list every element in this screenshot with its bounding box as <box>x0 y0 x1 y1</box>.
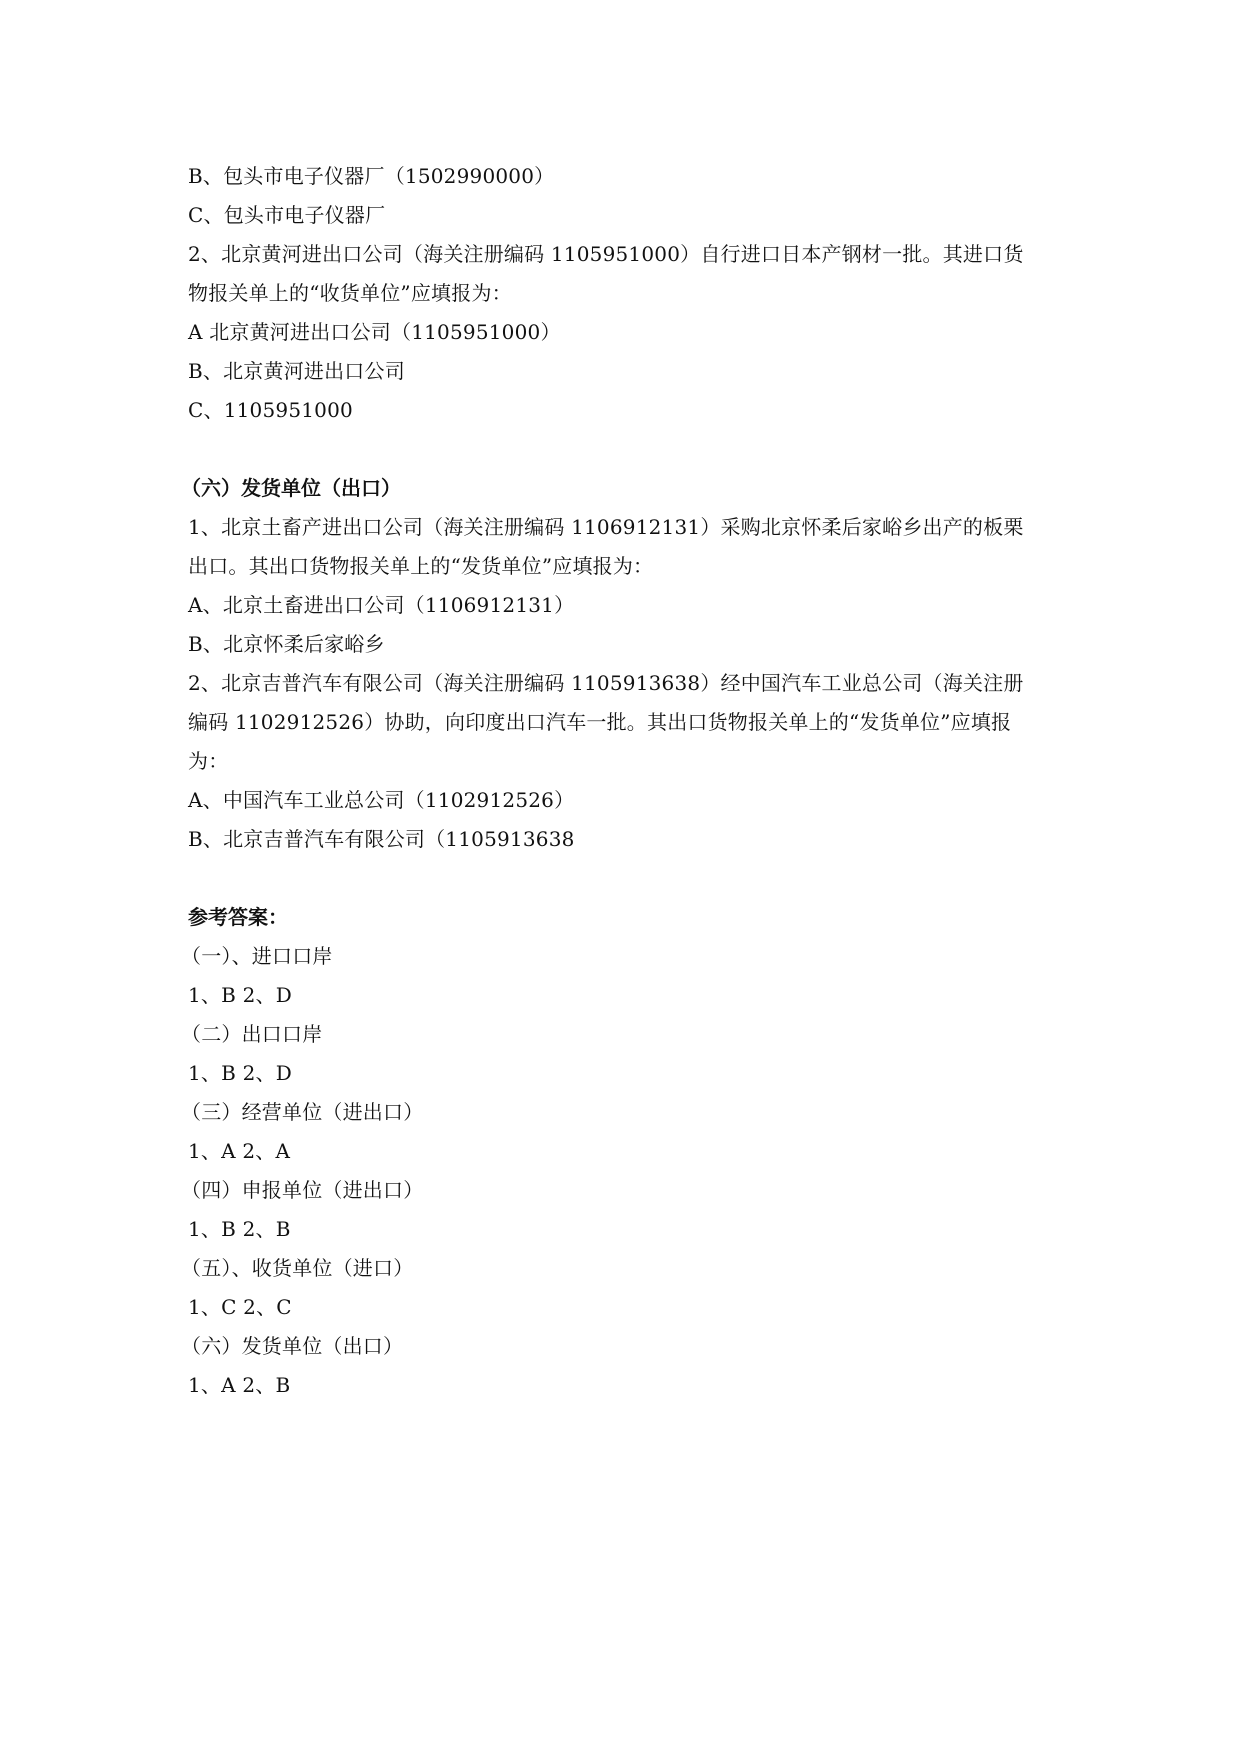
answer-section-label: （一）、进口口岸 <box>181 944 333 968</box>
spacer <box>188 859 1058 898</box>
question-option: B、包头市电子仪器厂（1502990000） <box>188 164 555 188</box>
question-option: C、1105951000 <box>188 398 353 422</box>
question-option: A、中国汽车工业总公司（1102912526） <box>188 788 575 812</box>
question-text: 2、北京黄河进出口公司（海关注册编码 1105951000）自行进口日本产钢材一批。其进口货 <box>188 242 1024 266</box>
answer-section-label: （二）出口口岸 <box>181 1022 323 1046</box>
document-body <box>181 157 1058 1405</box>
answer-line: 1、A 2、B <box>188 1373 291 1397</box>
answer-section-label: （六）发货单位（出口） <box>181 1334 404 1358</box>
answer-section-label: （三）经营单位（进出口） <box>181 1100 424 1124</box>
answer-line: 1、B 2、B <box>188 1217 291 1241</box>
question-text: 编码 1102912526）协助，向印度出口汽车一批。其出口货物报关单上的“发货单位”应填报 <box>188 710 1012 734</box>
question-option: B、北京吉普汽车有限公司（1105913638 <box>188 827 575 851</box>
section-heading: （六）发货单位（出口） <box>181 476 401 500</box>
question-option: B、北京黄河进出口公司 <box>188 359 405 383</box>
question-text: 物报关单上的“收货单位”应填报为： <box>188 281 512 305</box>
spacer <box>188 430 1058 469</box>
answer-line: 1、B 2、D <box>188 1061 292 1085</box>
answer-line: 1、B 2、D <box>188 983 292 1007</box>
answers-heading: 参考答案： <box>188 905 288 929</box>
answer-section-label: （五）、收货单位（进口） <box>181 1256 414 1280</box>
answer-section-label: （四）申报单位（进出口） <box>181 1178 424 1202</box>
question-option: A、北京土畜进出口公司（1106912131） <box>188 593 575 617</box>
question-text: 1、北京土畜产进出口公司（海关注册编码 1106912131）采购北京怀柔后家峪乡出产的板栗 <box>188 515 1024 539</box>
answer-line: 1、A 2、A <box>188 1139 291 1163</box>
question-text: 出口。其出口货物报关单上的“发货单位”应填报为： <box>188 554 654 578</box>
question-text: 2、北京吉普汽车有限公司（海关注册编码 1105913638）经中国汽车工业总公司（海关注册 <box>188 671 1024 695</box>
question-option: B、北京怀柔后家峪乡 <box>188 632 385 656</box>
answer-line: 1、C 2、C <box>188 1295 292 1319</box>
question-option: A 北京黄河进出口公司（1105951000） <box>188 320 561 344</box>
question-text: 为： <box>188 749 229 773</box>
question-option: C、包头市电子仪器厂 <box>188 203 386 227</box>
